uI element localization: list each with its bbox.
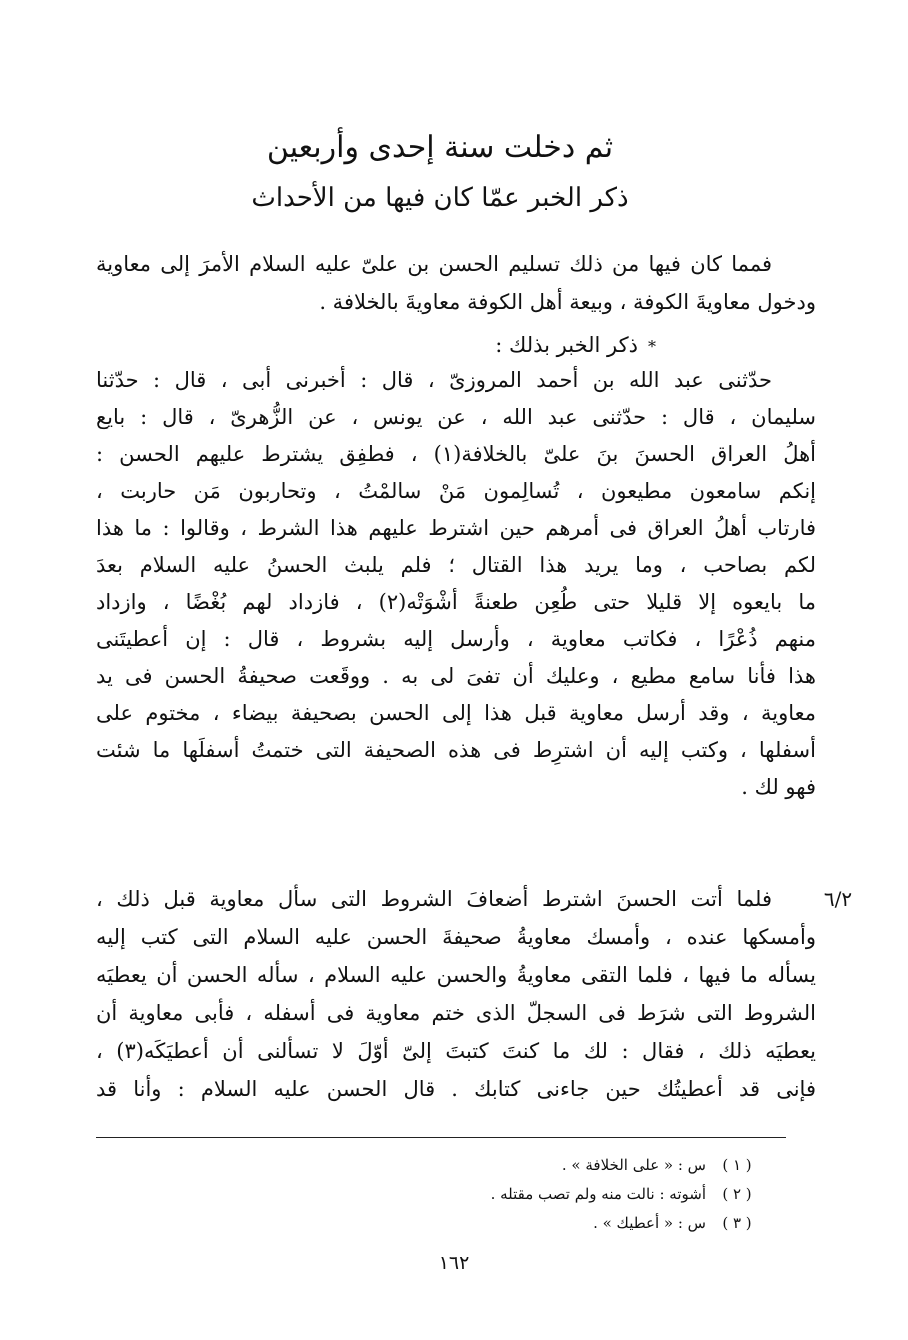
text-line: منهم ذُعْرًا ، فكاتب معاوية ، وأرسل إليه بشروط ، قال : إن أعطيتَنى bbox=[96, 627, 816, 651]
text-line: الشروط التى شرَط فى السجلّ الذى ختم معاوية فى أسفله ، فأبى معاوية أن bbox=[96, 1001, 816, 1025]
text-line: فارتاب أهلُ العراق فى أمرهم حين اشترط عليهم هذا الشرط ، وقالوا : ما هذا bbox=[96, 516, 816, 540]
text-line: هذا فأنا سامع مطيع ، وعليك أن تفىَ لى به . ووقَعت صحيفةُ الحسن فى يد bbox=[96, 664, 816, 688]
footnote-number: ( ٣ ) bbox=[722, 1214, 752, 1232]
footnote-text: س : « على الخلافة » . bbox=[561, 1156, 706, 1174]
footnote bbox=[300, 1151, 760, 1180]
text-line: أهلُ العراق الحسنَ بنَ علىّ بالخلافة(١) ، فطفِق يشترط عليهم الحسن : bbox=[96, 442, 816, 466]
text-line: فمما كان فيها من ذلك تسليم الحسن بن علىّ عليه السلام الأمرَ إلى معاوية bbox=[96, 252, 772, 276]
footnote-number: ( ٢ ) bbox=[722, 1185, 752, 1203]
margin-reference: ٦/٢ bbox=[823, 887, 853, 911]
text-line: فإنى قد أعطيتُك حين جاءنى كتابك . قال الحسن عليه السلام : وأنا قد bbox=[96, 1077, 816, 1101]
text-line: إنكم سامعون مطيعون ، تُسالِمون مَنْ سالمْتُ ، وتحاربون مَن حاربت ، bbox=[96, 479, 816, 503]
text-line: يعطيَه ذلك ، فقال : لك ما كنتَ كتبتَ إلىّ أوّلَ لا تسألنى أن أعطيَكَه(٣) ، bbox=[96, 1039, 816, 1063]
text-line: وأمسكها عنده ، وأمسك معاويةُ صحيفةَ الحسن عليه السلام التى كتب إليه bbox=[96, 925, 816, 949]
text-line: لكم بصاحب ، وما يريد هذا القتال ؛ فلم يلبث الحسنُ عليه السلام بعدَ bbox=[96, 553, 816, 577]
continuation-paragraph bbox=[96, 880, 816, 1108]
text-line: فهو لك . bbox=[741, 775, 816, 799]
text-line: ما بايعوه إلا قليلا حتى طُعِن طعنةً أشْوَتْه(٢) ، فازداد لهم بُغْضًا ، وازداد bbox=[96, 590, 816, 614]
footnote-text: س : « أعطيك » . bbox=[593, 1214, 706, 1232]
text-line: ودخول معاويةَ الكوفة ، وبيعة أهل الكوفة معاويةَ بالخلافة . bbox=[319, 290, 816, 314]
section-label bbox=[96, 325, 816, 366]
text-line: أسفلها ، وكتب إليه أن اشترِط فى هذه الصحيفة التى ختمتُ أسفلَها ما شئت bbox=[96, 738, 816, 762]
footnote bbox=[300, 1209, 760, 1238]
text-line: معاوية ، وقد أرسل معاوية قبل هذا إلى الحسن بصحيفة بيضاء ، مختوم على bbox=[96, 701, 816, 725]
page-number: ١٦٢ bbox=[438, 1252, 470, 1274]
footnote-text: أشوته : نالت منه ولم تصب مقتله . bbox=[490, 1185, 706, 1203]
intro-paragraph bbox=[96, 245, 816, 321]
asterisk-marker: * bbox=[648, 337, 656, 356]
section-title: ثم دخلت سنة إحدى وأربعين bbox=[266, 130, 614, 165]
footnote-number: ( ١ ) bbox=[722, 1156, 752, 1174]
footnotes bbox=[300, 1151, 760, 1238]
section-label-text: ذكر الخبر بذلك : bbox=[495, 333, 638, 357]
section-subtitle: ذكر الخبر عمّا كان فيها من الأحداث bbox=[251, 183, 629, 213]
footnote-divider bbox=[96, 1137, 786, 1138]
narration-paragraph bbox=[96, 362, 816, 880]
footnote bbox=[300, 1180, 760, 1209]
text-line: يسأله ما فيها ، فلما التقى معاويةُ والحسن عليه السلام ، سأله الحسن أن يعطيَه bbox=[96, 963, 816, 987]
text-line: حدّثنى عبد الله بن أحمد المروزىّ ، قال : أخبرنى أبى ، قال : حدّثنا bbox=[96, 368, 772, 392]
text-line: سليمان ، قال : حدّثنى عبد الله ، عن يونس ، عن الزُّهرىّ ، قال : بايع bbox=[96, 405, 816, 429]
text-line: فلما أتت الحسنَ اشترط أضعافَ الشروط التى سأل معاوية قبل ذلك ، bbox=[96, 887, 772, 911]
